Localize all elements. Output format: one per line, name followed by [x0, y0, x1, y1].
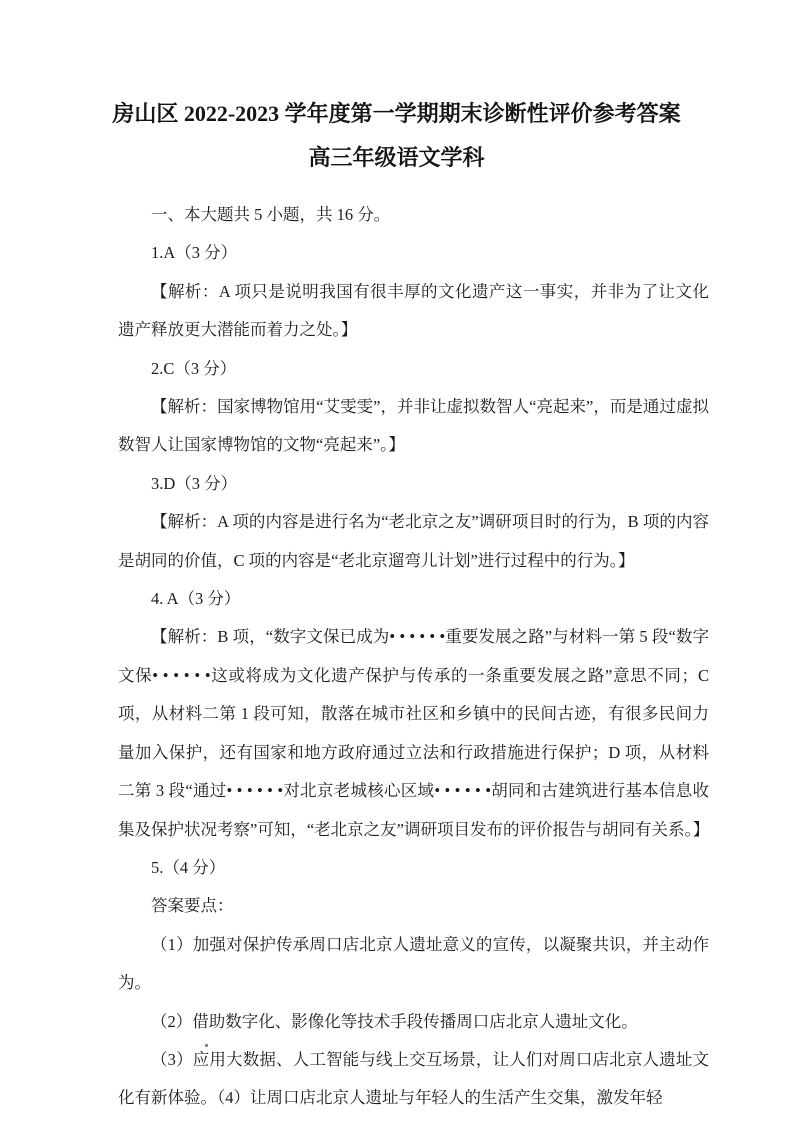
- document-title-line-1: 房山区 2022-2023 学年度第一学期期末诊断性评价参考答案: [112, 101, 681, 126]
- explanation-q1: 【解析：A 项只是说明我国有很丰厚的文化遗产这一事实，并非为了让文化遗产释放更大潜能而着力之处。】: [118, 281, 709, 340]
- scan-artifact-dot: [205, 1044, 208, 1047]
- answer-q3: 3.D（3 分）: [151, 473, 238, 493]
- document-body: [118, 196, 709, 1118]
- section-heading: 一、本大题共 5 小题，共 16 分。: [151, 205, 391, 224]
- document-title-line-2: 高三年级语文学科: [308, 145, 485, 170]
- explanation-q4: 【解析：B 项，“数字文保已成为• • • • • •重要发展之路”与材料一第 5 段“数字文保• • • • • •这或将成为文化遗产保护与传承的一条重要发展之路”意思不同；C 项，从材料二第 1 段可知，散落在城市社区和乡镇中的民间古迹，有很多民间力量加入保护，还有国家和地方政府通过立法和行政措施进行保护；D 项，从材料二第 3 段“通过• • • • • •对北京老城核心区域• • • • • •胡同和古建筑进行基本信息收集及保护状况考察”可知，“老北京之友”调研项目发布的评价报告与胡同有关系。】: [118, 627, 710, 839]
- answer-q5: 5.（4 分）: [151, 857, 226, 877]
- explanation-q3: 【解析：A 项的内容是进行名为“老北京之友”调研项目时的行为，B 项的内容是胡同的价值，C 项的内容是“老北京遛弯儿计划”进行过程中的行为。】: [118, 512, 709, 570]
- answer-points-label: 答案要点：: [151, 896, 234, 916]
- document-title: [0, 92, 793, 180]
- answer-point-2: （2）借助数字化、影像化等技术手段传播周口店北京人遗址文化。: [151, 1011, 638, 1031]
- answer-q1: 1.A（3 分）: [151, 243, 238, 263]
- answer-q2: 2.C（3 分）: [151, 358, 237, 378]
- answer-point-1: （1）加强对保护传承周口店北京人遗址意义的宣传，以凝聚共识，并主动作为。: [118, 934, 709, 993]
- answer-q4: 4. A（3 分）: [151, 589, 241, 609]
- answer-point-3-4: （3）应用大数据、人工智能与线上交互场景，让人们对周口店北京人遗址文化有新体验。（4）让周口店北京人遗址与年轻人的生活产生交集，激发年轻: [118, 1049, 709, 1108]
- explanation-q2: 【解析：国家博物馆用“艾雯雯”，并非让虚拟数智人“亮起来”，而是通过虚拟数智人让国家博物馆的文物“亮起来”。】: [118, 397, 709, 455]
